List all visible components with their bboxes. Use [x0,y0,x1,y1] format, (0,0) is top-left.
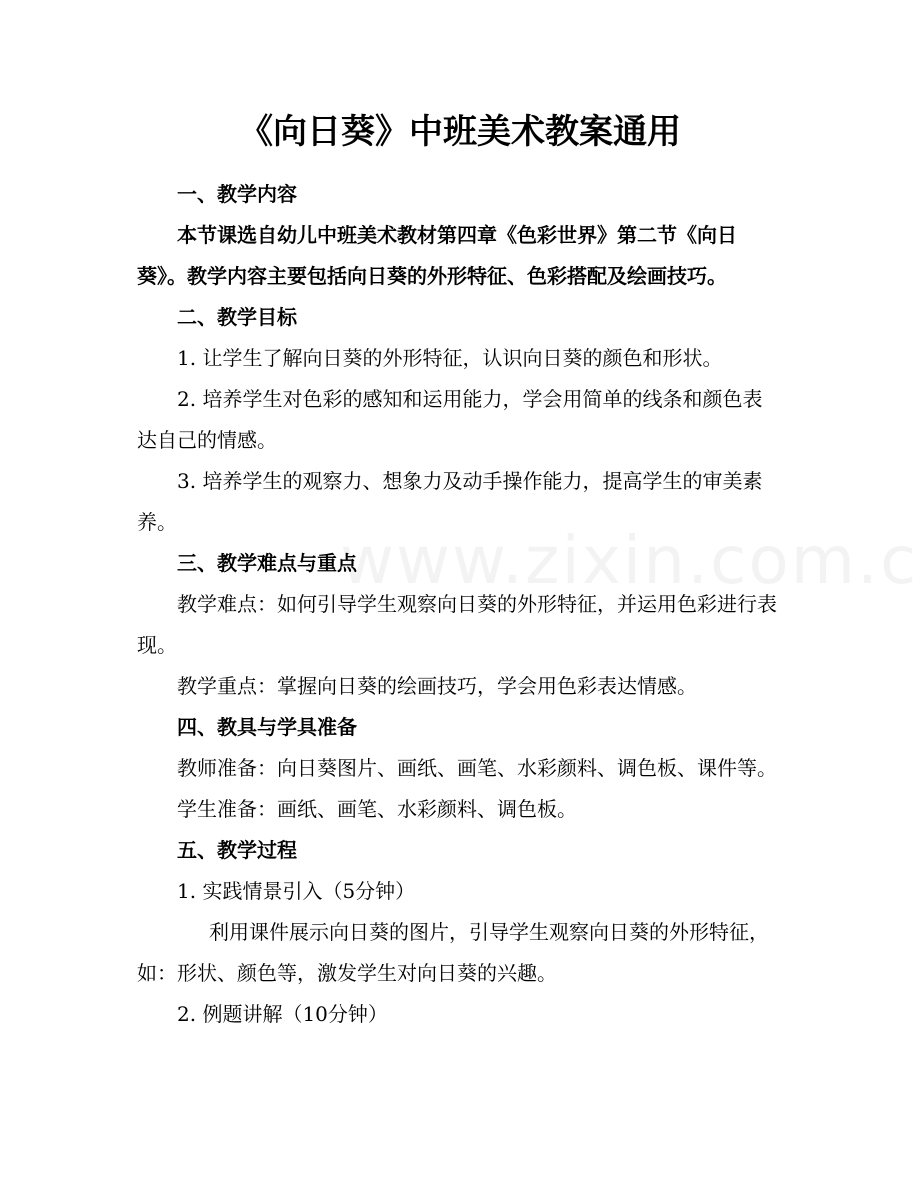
paragraph-content-description: 本节课选自幼儿中班美术教材第四章《色彩世界》第二节《向日葵》。教学内容主要包括向日葵的外形特征、色彩搭配及绘画技巧。 [137,223,737,288]
heading-teaching-content: 一、教学内容 [177,182,297,206]
heading-difficulties-focus: 三、教学难点与重点 [177,551,357,575]
objective-item-3: 3. 培养学生的观察力、想象力及动手操作能力，提高学生的审美素养。 [137,469,763,534]
heading-teaching-objectives: 二、教学目标 [177,305,297,329]
process-step-2: 2. 例题讲解（10分钟） [177,1002,388,1026]
objective-item-1: 1. 让学生了解向日葵的外形特征，认识向日葵的颜色和形状。 [177,346,723,370]
document-body [137,174,782,1035]
paragraph-teacher-materials: 教师准备：向日葵图片、画纸、画笔、水彩颜料、调色板、课件等。 [177,756,777,780]
heading-teaching-process: 五、教学过程 [177,838,297,862]
process-step-1: 1. 实践情景引入（5分钟） [177,879,416,903]
paragraph-difficulty: 教学难点：如何引导学生观察向日葵的外形特征，并运用色彩进行表现。 [137,592,777,657]
objective-item-2: 2. 培养学生对色彩的感知和运用能力，学会用简单的线条和颜色表达自己的情感。 [137,387,763,452]
paragraph-focus: 教学重点：掌握向日葵的绘画技巧，学会用色彩表达情感。 [177,674,697,698]
document-title: 《向日葵》中班美术教案通用 [239,112,681,152]
paragraph-student-materials: 学生准备：画纸、画笔、水彩颜料、调色板。 [177,797,577,821]
heading-materials: 四、教具与学具准备 [177,715,357,739]
process-step-1-detail: 利用课件展示向日葵的图片，引导学生观察向日葵的外形特征，如：形状、颜色等，激发学生对向日葵的兴趣。 [137,920,769,985]
